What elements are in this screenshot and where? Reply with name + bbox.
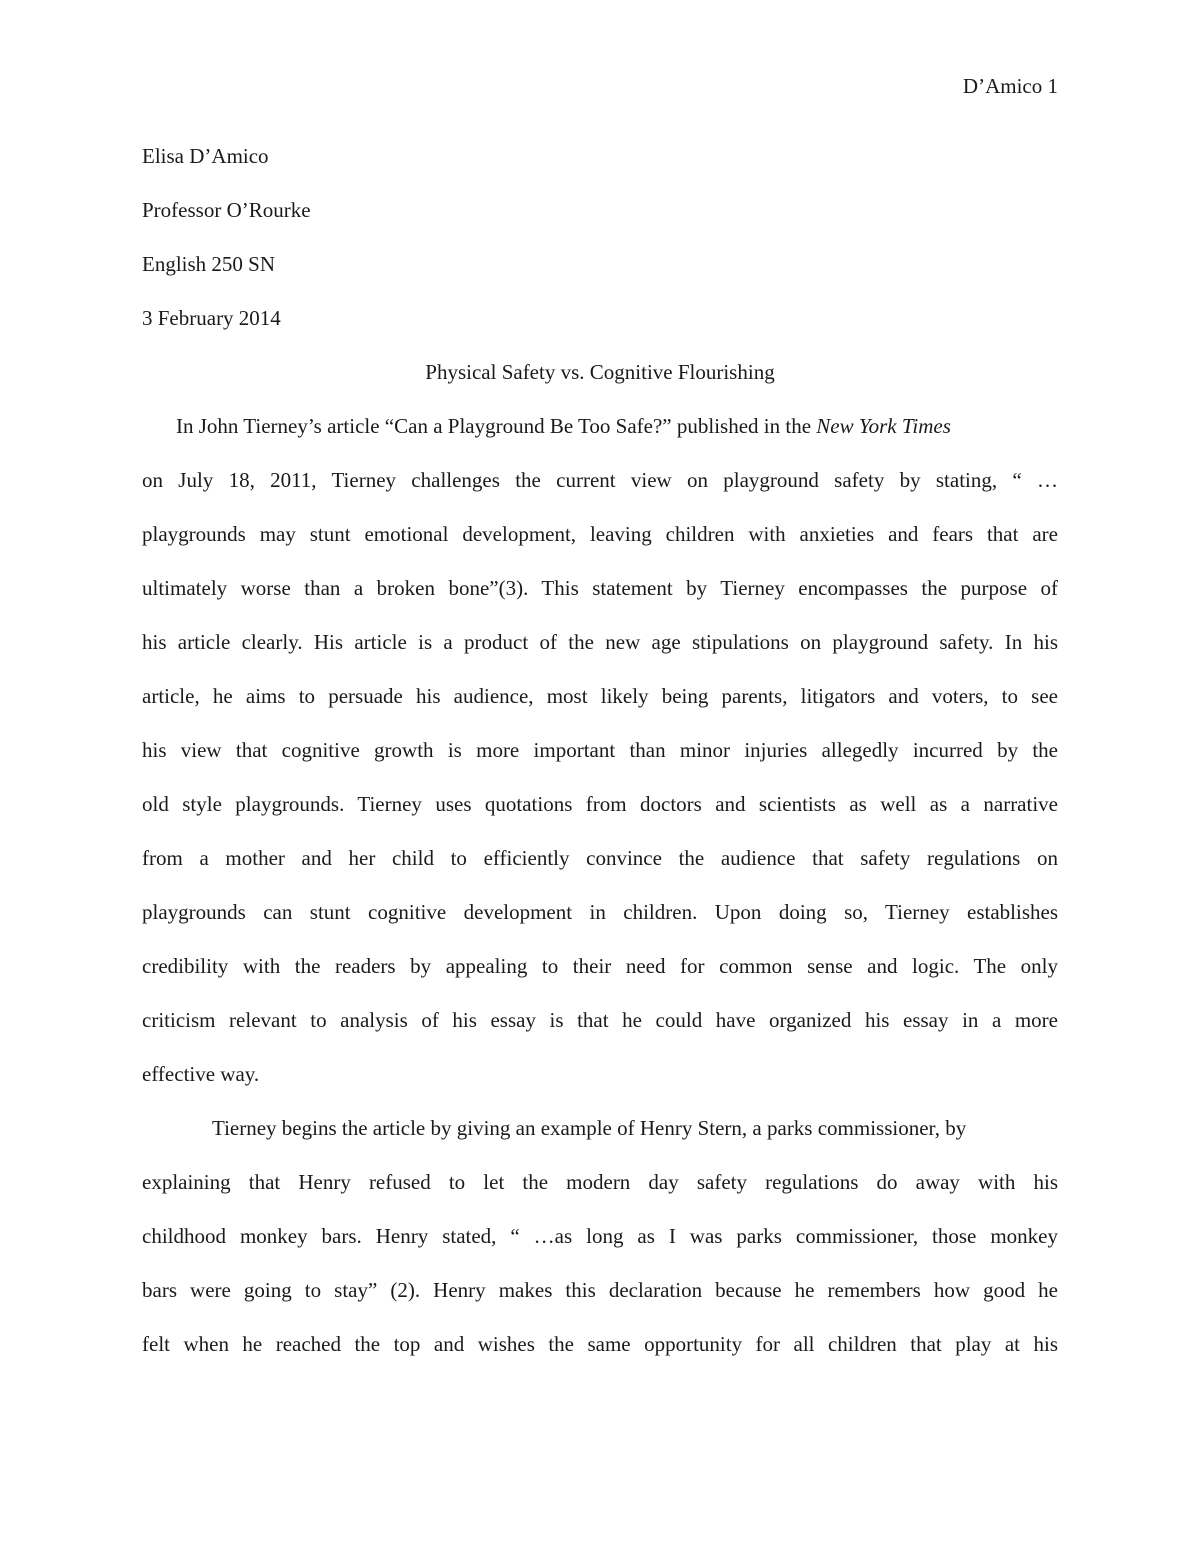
paragraph-1-line: playgrounds may stunt emotional development, leaving children with anxieties and fears that are: [142, 522, 1058, 546]
paragraph-1-line: criticism relevant to analysis of his essay is that he could have organized his essay in a more: [142, 1008, 1058, 1032]
paragraph-1-line: credibility with the readers by appealing to their need for common sense and logic. The only: [142, 954, 1058, 978]
heading-block: [142, 142, 1058, 358]
paragraph-2-line: bars were going to stay” (2). Henry makes this declaration because he remembers how good he: [142, 1278, 1058, 1302]
essay-body: [142, 412, 1058, 1384]
paragraph-1-line: effective way.: [142, 1062, 260, 1086]
author-name: Elisa D’Amico: [142, 144, 269, 168]
paragraph-2-line: felt when he reached the top and wishes the same opportunity for all children that play at his: [142, 1332, 1058, 1356]
paragraph-1-line-1: [142, 412, 1058, 466]
paragraph-1-line: old style playgrounds. Tierney uses quotations from doctors and scientists as well as a narrative: [142, 792, 1058, 816]
paragraph-1-line: his view that cognitive growth is more important than minor injuries allegedly incurred by the: [142, 738, 1058, 762]
paragraph-1-line: ultimately worse than a broken bone”(3). This statement by Tierney encompasses the purpose of: [142, 576, 1058, 600]
paragraph-1-line: on July 18, 2011, Tierney challenges the current view on playground safety by stating, “ …: [142, 468, 1058, 492]
professor-name: Professor O’Rourke: [142, 198, 311, 222]
paragraph-1-line-1-text: In John Tierney’s article “Can a Playground Be Too Safe?” published in the: [176, 414, 817, 438]
paragraph-1-line: from a mother and her child to efficiently convince the audience that safety regulations on: [142, 846, 1058, 870]
course-name: English 250 SN: [142, 252, 276, 276]
paragraph-2-line: Tierney begins the article by giving an example of Henry Stern, a parks commissioner, by: [212, 1116, 967, 1140]
date: 3 February 2014: [142, 306, 281, 330]
paragraph-2-line: childhood monkey bars. Henry stated, “ …as long as I was parks commissioner, those monkey: [142, 1224, 1058, 1248]
paragraph-1-line: his article clearly. His article is a product of the new age stipulations on playground safety. In his: [142, 630, 1058, 654]
running-head: D’Amico 1: [962, 74, 1058, 98]
paragraph-2-line: explaining that Henry refused to let the modern day safety regulations do away with his: [142, 1170, 1058, 1194]
paragraph-1-line: playgrounds can stunt cognitive development in children. Upon doing so, Tierney establishes: [142, 900, 1058, 924]
paragraph-1-line: article, he aims to persuade his audience, most likely being parents, litigators and voters, to see: [142, 684, 1058, 708]
essay-title: Physical Safety vs. Cognitive Flourishing: [425, 360, 775, 384]
publication-title: New York Times: [816, 414, 951, 438]
